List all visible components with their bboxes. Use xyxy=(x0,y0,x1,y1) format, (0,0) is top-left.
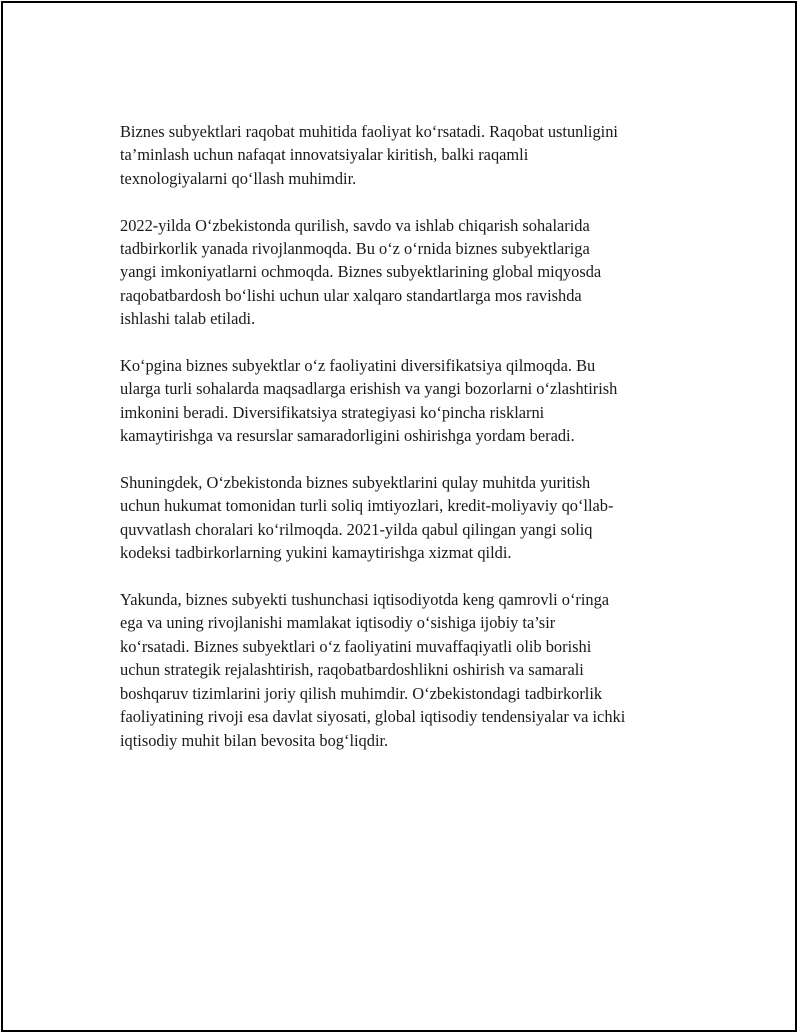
paragraph-1: Biznes subyektlari raqobat muhitida faoliyat ko‘rsatadi. Raqobat ustunligini ta’minlash uchun nafaqat innovatsiyalar kiritish, balki raqamli texnologiyalarni qo‘llash muhimdir. xyxy=(120,122,618,188)
page-frame xyxy=(1,1,797,1032)
document-body xyxy=(120,120,700,775)
paragraph-3: Ko‘pgina biznes subyektlar o‘z faoliyatini diversifikatsiya qilmoqda. Bu ularga turli sohalarda maqsadlarga erishish va yangi bozorlarni o‘zlashtirish imkonini beradi. Diversifikatsiya strategiyasi ko‘pincha risklarni kamaytirishga va resurslar samaradorligini oshirishga yordam beradi. xyxy=(120,356,618,446)
paragraph-4: Shuningdek, O‘zbekistonda biznes subyektlarini qulay muhitda yuritish uchun hukumat tomonidan turli soliq imtiyozlari, kredit-moliyaviy qo‘llab- quvvatlash choralari ko‘rilmoqda. 2021-yilda qabul qilingan yangi soliq kodeksi tadbirkorlarning yukini kamaytirishga xizmat qildi. xyxy=(120,473,614,563)
paragraph-2: 2022-yilda O‘zbekistonda qurilish, savdo va ishlab chiqarish sohalarida tadbirkorlik yanada rivojlanmoqda. Bu o‘z o‘rnida biznes subyektlariga yangi imkoniyatlarni ochmoqda. Biznes subyektlarining global miqyosda raqobatbardosh bo‘lishi uchun ular xalqaro standartlarga mos ravishda ishlashi talab etiladi. xyxy=(120,215,602,329)
paragraph-5: Yakunda, biznes subyekti tushunchasi iqtisodiyotda keng qamrovli o‘ringa ega va uning rivojlanishi mamlakat iqtisodiy o‘sishiga ijobiy ta’sir ko‘rsatadi. Biznes subyektlari o‘z faoliyatini muvaffaqiyatli olib borishi uchun strategik rejalashtirish, raqobatbardoshlikni oshirish va samarali boshqaruv tizimlarini joriy qilish muhimdir. O‘zbekistondagi tadbirkorlik faoliyatining rivoji esa davlat siyosati, global iqtisodiy tendensiyalar va ichki iqtisodiy muhit bilan bevosita bog‘liqdir. xyxy=(120,590,626,750)
